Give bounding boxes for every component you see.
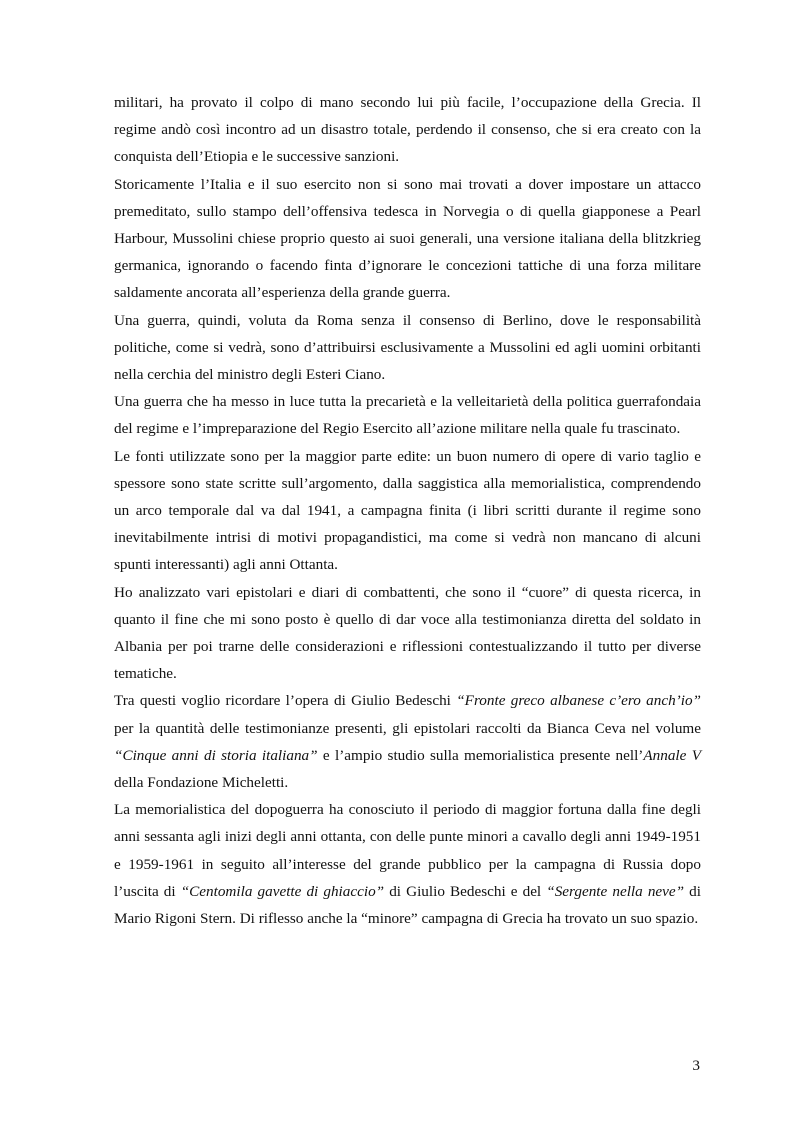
text-run: di Giulio Bedeschi e del: [384, 882, 547, 900]
paragraph: [114, 388, 701, 442]
paragraph: [114, 579, 701, 688]
paragraph: [114, 687, 701, 796]
paragraph: [114, 796, 701, 932]
italic-title: “Sergente nella neve”: [546, 882, 685, 900]
text-run: per la quantità delle testimonianze presenti, gli epistolari raccolti da Bianca Ceva nel volume: [114, 719, 701, 737]
page-body: [114, 89, 701, 932]
paragraph: [114, 443, 701, 579]
text-run: Tra questi voglio ricordare l’opera di Giulio Bedeschi: [114, 692, 457, 710]
text-run: di Mario Rigoni Stern. Di riflesso anche la “minore” campagna di Grecia ha trovato un suo spazio.: [114, 882, 701, 928]
paragraph: [114, 89, 701, 171]
text-run: e l’ampio studio sulla memorialistica presente nell’: [317, 746, 644, 764]
text-run: Le fonti utilizzate sono per la maggior parte edite: un buon numero di opere di vario taglio e spessore sono state scritte sull’argomento, dalla saggistica alla memorialistica, comprendendo un arco temporale dal va dal 1941, a campagna finita (i libri scritti durante il regime sono inevitabilmente intrisi di motivi propagandistici, ma come si vedrà non mancano di alcuni spunti interessanti) agli anni Ottanta.: [114, 447, 701, 574]
text-run: militari, ha provato il colpo di mano secondo lui più facile, l’occupazione della Grecia. Il regime andò così incontro ad un disastro totale, perdendo il consenso, che si era creato con la conquista dell’Etiopia e le successive sanzioni.: [114, 94, 701, 166]
italic-title: Annale V: [643, 746, 701, 764]
text-run: La memorialistica del dopoguerra ha conosciuto il periodo di maggior fortuna dalla fine degli anni sessanta agli inizi degli anni ottanta, con delle punte minori a cavallo degli anni 1949-1951 e 1959-1961 in seguito all’interesse del grande pubblico per la campagna di Russia dopo l’uscita di: [114, 801, 701, 900]
text-run: Ho analizzato vari epistolari e diari di combattenti, che sono il “cuore” di questa ricerca, in quanto il fine che mi sono posto è quello di dar voce alla testimonianza diretta del soldato in Albania per poi trarne delle considerazioni e riflessioni contestualizzando il tutto per diverse tematiche.: [114, 583, 701, 683]
paragraph: [114, 307, 701, 389]
italic-title: “Centomila gavette di ghiaccio”: [180, 882, 385, 900]
paragraph: [114, 171, 701, 307]
italic-title: “Fronte greco albanese c’ero anch’io”: [456, 692, 701, 710]
text-run: della Fondazione Micheletti.: [114, 774, 289, 792]
text-run: Una guerra che ha messo in luce tutta la precarietà e la velleitarietà della politica guerrafondaia del regime e l’impreparazione del Regio Esercito all’azione militare nella quale fu trascinato.: [114, 393, 701, 438]
page-number: 3: [692, 1057, 700, 1074]
text-run: Storicamente l’Italia e il suo esercito non si sono mai trovati a dover impostare un attacco premeditato, sullo stampo dell’offensiva tedesca in Norvegia o di quella giapponese a Pearl Harbour, Mussolini chiese proprio questo ai suoi generali, una versione italiana della blitzkrieg germanica, ignorando o facendo finta d’ignorare le concezioni tattiche di una forza militare saldamente ancorata all’esperienza della grande guerra.: [114, 175, 701, 302]
text-run: Una guerra, quindi, voluta da Roma senza il consenso di Berlino, dove le responsabilità politiche, come si vedrà, sono d’attribuirsi esclusivamente a Mussolini ed agli uomini orbitanti nella cerchia del ministro degli Esteri Ciano.: [114, 311, 701, 384]
italic-title: “Cinque anni di storia italiana”: [114, 746, 318, 764]
